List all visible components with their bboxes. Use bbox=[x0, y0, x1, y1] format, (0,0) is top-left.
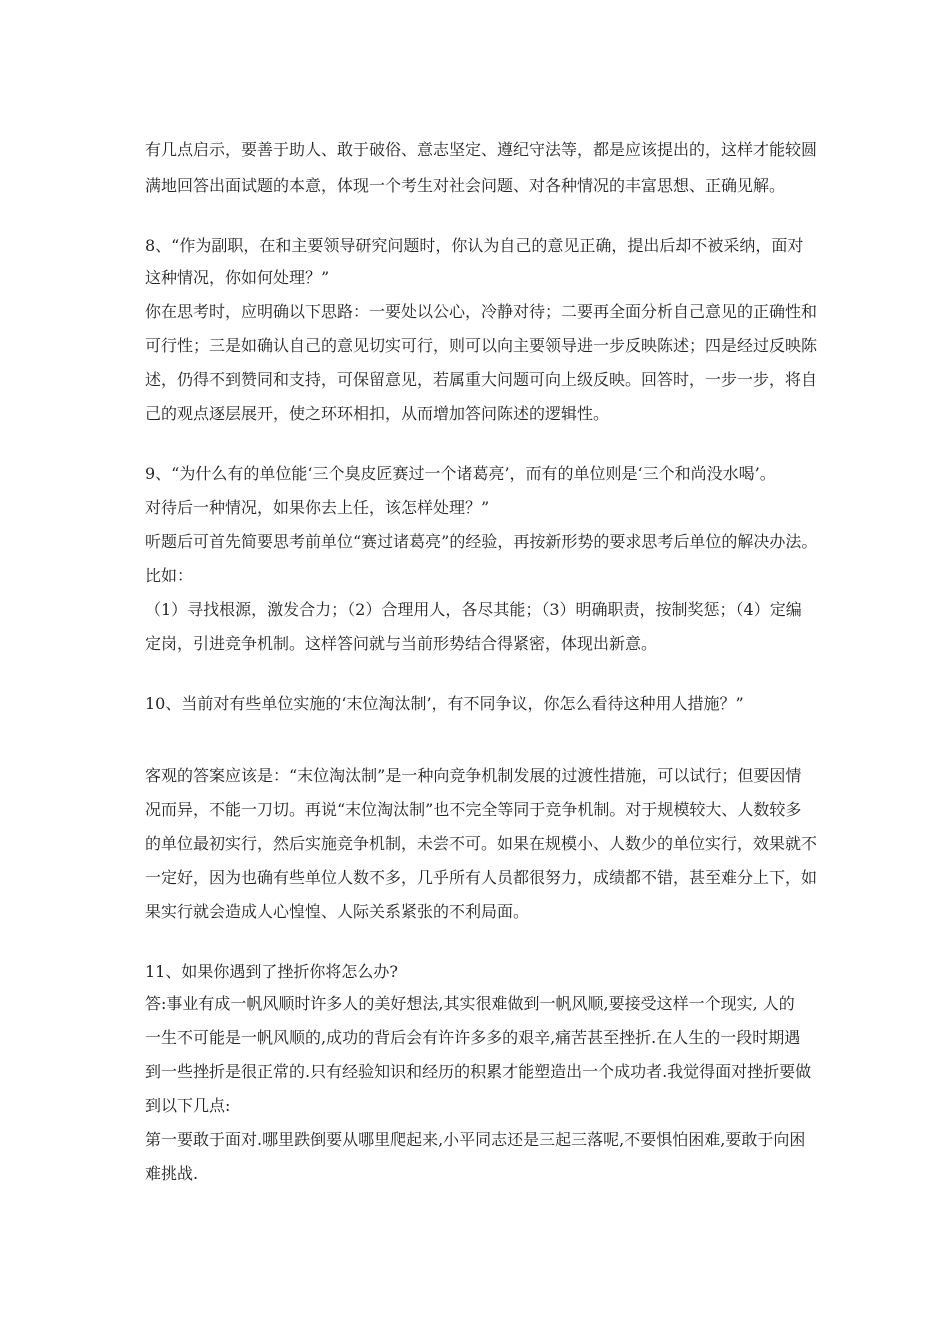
question-8-line: 8、“作为副职，在和主要领导研究问题时，你认为自己的意见正确，提出后却不被采纳，面对 bbox=[145, 236, 804, 255]
question-8-line: 这种情况，你如何处理？” bbox=[145, 268, 330, 287]
answer-10-line: 一定好，因为也确有些单位人数不多，几乎所有人员都很努力，成绩都不错，甚至难分上下，如 bbox=[145, 868, 818, 887]
answer-11-line: 到一些挫折是很正常的.只有经验知识和经历的积累才能塑造出一个成功者.我觉得面对挫折要做 bbox=[145, 1062, 812, 1081]
answer-9-line: 听题后可首先简要思考前单位“赛过诸葛亮”的经验，再按新形势的要求思考后单位的解决办法。 bbox=[145, 532, 818, 551]
question-11-line: 11、如果你遇到了挫折你将怎么办? bbox=[145, 962, 398, 981]
answer-10-line: 的单位最初实行，然后实施竞争机制，未尝不可。如果在规模小、人数少的单位实行，效果就不 bbox=[145, 834, 818, 853]
answer-11-line: 一生不可能是一帆风顺的,成功的背后会有许许多多的艰辛,痛苦甚至挫折.在人生的一段时期遇 bbox=[145, 1028, 801, 1047]
question-9-line: 对待后一种情况，如果你去上任，该怎样处理？” bbox=[145, 498, 490, 517]
answer-8-line: 己的观点逐层展开，使之环环相扣，从而增加答问陈述的逻辑性。 bbox=[145, 404, 610, 423]
answer-11-line: 答:事业有成一帆风顺时许多人的美好想法,其实很难做到一帆风顺,要接受这样一个现实, 人的 bbox=[145, 994, 795, 1013]
answer-9-line: 比如： bbox=[145, 566, 194, 585]
answer-9-line: （1）寻找根源，激发合力；（2）合理用人，各尽其能；（3）明确职责，按制奖惩；（4）定编 bbox=[145, 600, 802, 619]
answer-8-line: 述，仍得不到赞同和支持，可保留意见，若属重大问题可向上级反映。回答时，一步一步，将自 bbox=[145, 370, 818, 389]
paragraph-line: 满地回答出面试题的本意，体现一个考生对社会问题、对各种情况的丰富思想、正确见解。 bbox=[145, 176, 786, 195]
answer-11-line: 难挑战. bbox=[145, 1164, 199, 1183]
answer-8-line: 可行性；三是如确认自己的意见切实可行，则可以向主要领导进一步反映陈述；四是经过反映陈 bbox=[145, 336, 818, 355]
paragraph-line: 有几点启示，要善于助人、敢于破俗、意志坚定、遵纪守法等，都是应该提出的，这样才能较圆 bbox=[145, 140, 818, 159]
question-9-line: 9、“为什么有的单位能‘三个臭皮匠赛过一个诸葛亮’，而有的单位则是‘三个和尚没水喝’。 bbox=[145, 464, 776, 483]
answer-9-line: 定岗，引进竞争机制。这样答问就与当前形势结合得紧密，体现出新意。 bbox=[145, 634, 658, 653]
answer-8-line: 你在思考时，应明确以下思路：一要处以公心，冷静对待；二要再全面分析自己意见的正确性和 bbox=[145, 302, 818, 321]
answer-10-line: 客观的答案应该是：“末位淘汰制”是一种向竞争机制发展的过渡性措施，可以试行；但要因情 bbox=[145, 766, 802, 785]
question-10-line: 10、当前对有些单位实施的‘末位淘汰制’，有不同争议，你怎么看待这种用人措施？” bbox=[145, 694, 744, 713]
answer-10-line: 况而异，不能一刀切。再说“末位淘汰制”也不完全等同于竞争机制。对于规模较大、人数较多 bbox=[145, 800, 802, 819]
answer-11-line: 到以下几点: bbox=[145, 1096, 231, 1115]
answer-10-line: 果实行就会造成人心惶惶、人际关系紧张的不利局面。 bbox=[145, 902, 530, 921]
answer-11-line: 第一要敢于面对.哪里跌倒要从哪里爬起来,小平同志还是三起三落呢,不要惧怕困难,要敢于向困 bbox=[145, 1130, 806, 1149]
